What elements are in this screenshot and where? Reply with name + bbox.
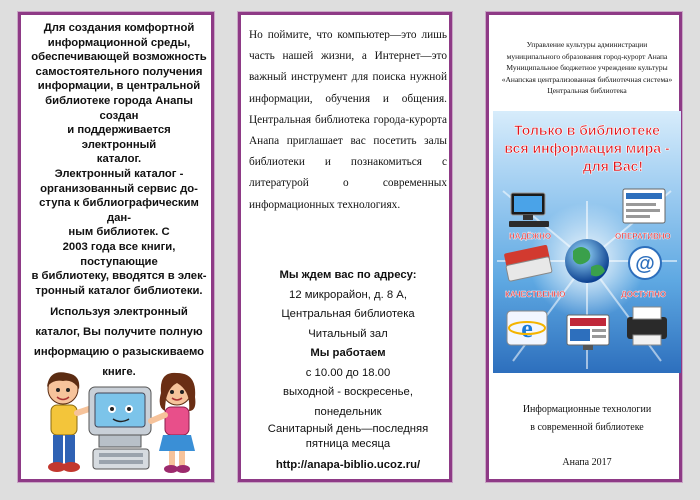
globe-icon [565,239,609,283]
children-with-computer-icon [37,367,201,479]
catalog-paragraph-3: Используя электронный каталог, Вы получите полную информацию о разыскиваемо книге. [33,306,205,379]
hours-heading: Мы работаем [310,347,386,359]
org-line: Управление культуры администрации [526,40,648,49]
brochure-title [493,401,681,437]
place-year: Анапа 2017 [562,457,612,468]
svg-text:e: e [521,314,533,343]
slogan-line: вся информация мира - [504,140,670,156]
monitor-icon [567,315,609,350]
address-line: Читальный зал [308,327,388,340]
org-line: муниципального образования город-курорт Анапа [506,51,668,61]
contact-block [245,266,451,476]
catalog-text [31,21,207,382]
browser-icon [507,311,547,345]
intro-text: Но поймите, что компьютер—это лишь часть нашей жизни, а Интернет—это важный инструмент для поиска нужной информации, обучения и общения. Центральная библиотека города-курорта Анапа приглашает вас посетить залы библиотеки и познакомиться с литературой о современных информационных технологиях. [249,29,447,211]
label-reliable: НАДЁЖНО [509,232,552,241]
right-panel [486,12,682,482]
title-line: Информационные технологии [522,404,652,415]
catalog-screen-icon [623,189,665,223]
hours-line: пятница месяца [305,438,391,450]
label-accessible: ДОСТУПНО [621,290,667,299]
middle-panel [238,12,452,482]
hours-line: понедельник [314,405,382,418]
computer-icon [509,193,549,227]
catalog-paragraph-1: Для создания комфортной информационной среды, обеспечивающей возможность самостоятельного получения информации, в центральной библиотеке города Анапы создан и поддерживается электронный каталог. [31,22,207,166]
org-line: Муниципальное бюджетное учреждение культуры [506,63,668,73]
slogan-line: для Вас! [582,158,644,174]
left-panel [18,12,214,482]
at-sign-icon [629,247,661,279]
hours-line: с 10.00 до 18.00 [305,366,391,379]
website-link[interactable]: http://anapa-biblio.ucoz.ru/ [275,459,421,471]
address-heading: Мы ждем вас по адресу: [279,269,417,281]
org-line: Центральная библиотека [547,86,627,96]
svg-text:@: @ [635,253,655,275]
label-fast: ОПЕРАТИВНО [615,232,671,241]
address-line: Центральная библиотека [281,308,415,320]
address-line: 12 микрорайон, д. 8 А, [289,288,407,301]
catalog-paragraph-2: Электронный каталог - организованный сервис до- ступа к библиографическим дан- ным библиотек. С 2003 года все книги, поступающие в библиотеку, вводятся в элек- тронный каталог библиотеки. [31,167,207,297]
organization-header [493,39,681,97]
hours-line: выходной - воскресенье, [283,386,413,398]
org-line: «Анапская централизованная библиотечная система» [501,74,673,84]
hours-line: Санитарный день—последняя [267,423,429,435]
poster-artwork [493,111,681,373]
label-quality: КАЧЕСТВЕННО [505,290,566,299]
library-poster [493,111,681,373]
title-line: в современной библиотеке [530,422,644,433]
slogan-line: Только в библиотеке [514,122,660,138]
poster-slogan [504,122,670,174]
printer-icon [627,307,667,345]
